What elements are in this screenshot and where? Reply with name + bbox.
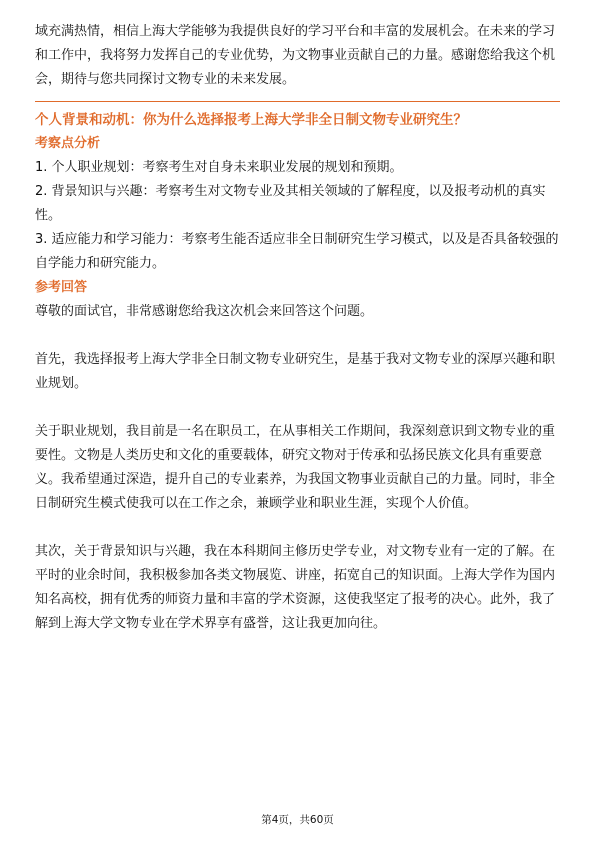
paragraph-gap — [35, 324, 560, 348]
analysis-heading: 考察点分析 — [35, 136, 101, 151]
section-divider — [35, 101, 560, 102]
intro-paragraph: 域充满热情，相信上海大学能够为我提供良好的学习平台和丰富的发展机会。在未来的学习和工作中，我将努力发挥自己的专业优势，为文物事业贡献自己的力量。感谢您给我这个机会，期待与您共同探讨文物专业的未来发展。 — [35, 24, 556, 87]
page-number: 第4页，共60页 — [261, 814, 334, 826]
analysis-point: 3. 适应能力和学习能力：考察考生能否适应非全日制研究生学习模式，以及是否具备较强的自学能力和研究能力。 — [35, 232, 559, 271]
answer-paragraph: 关于职业规划，我目前是一名在职员工，在从事相关工作期间，我深刻意识到文物专业的重要性。文物是人类历史和文化的重要载体，研究文物对于传承和弘扬民族文化具有重要意义。我希望通过深造，提升自己的专业素养，为我国文物事业贡献自己的力量。同时，非全日制研究生模式使我可以在工作之余，兼顾学业和职业生涯，实现个人价值。 — [35, 424, 556, 511]
document-page — [35, 20, 560, 636]
answer-heading: 参考回答 — [35, 280, 88, 295]
answer-paragraph: 首先，我选择报考上海大学非全日制文物专业研究生，是基于我对文物专业的深厚兴趣和职业规划。 — [35, 352, 556, 391]
analysis-point: 2. 背景知识与兴趣：考察考生对文物专业及其相关领域的了解程度，以及报考动机的真实性。 — [35, 184, 546, 223]
paragraph-gap — [35, 516, 560, 540]
question-title: 个人背景和动机：你为什么选择报考上海大学非全日制文物专业研究生？ — [35, 112, 467, 128]
answer-paragraph: 其次，关于背景知识与兴趣，我在本科期间主修历史学专业，对文物专业有一定的了解。在平时的业余时间，我积极参加各类文物展览、讲座，拓宽自己的知识面。上海大学作为国内知名高校，拥有优秀的师资力量和丰富的学术资源，这使我坚定了报考的决心。此外，我了解到上海大学文物专业在学术界享有盛誉，这让我更加向往。 — [35, 544, 556, 631]
answer-paragraph: 尊敬的面试官，非常感谢您给我这次机会来回答这个问题。 — [35, 304, 374, 319]
paragraph-gap — [35, 396, 560, 420]
analysis-point: 1. 个人职业规划：考察考生对自身未来职业发展的规划和预期。 — [35, 160, 403, 175]
